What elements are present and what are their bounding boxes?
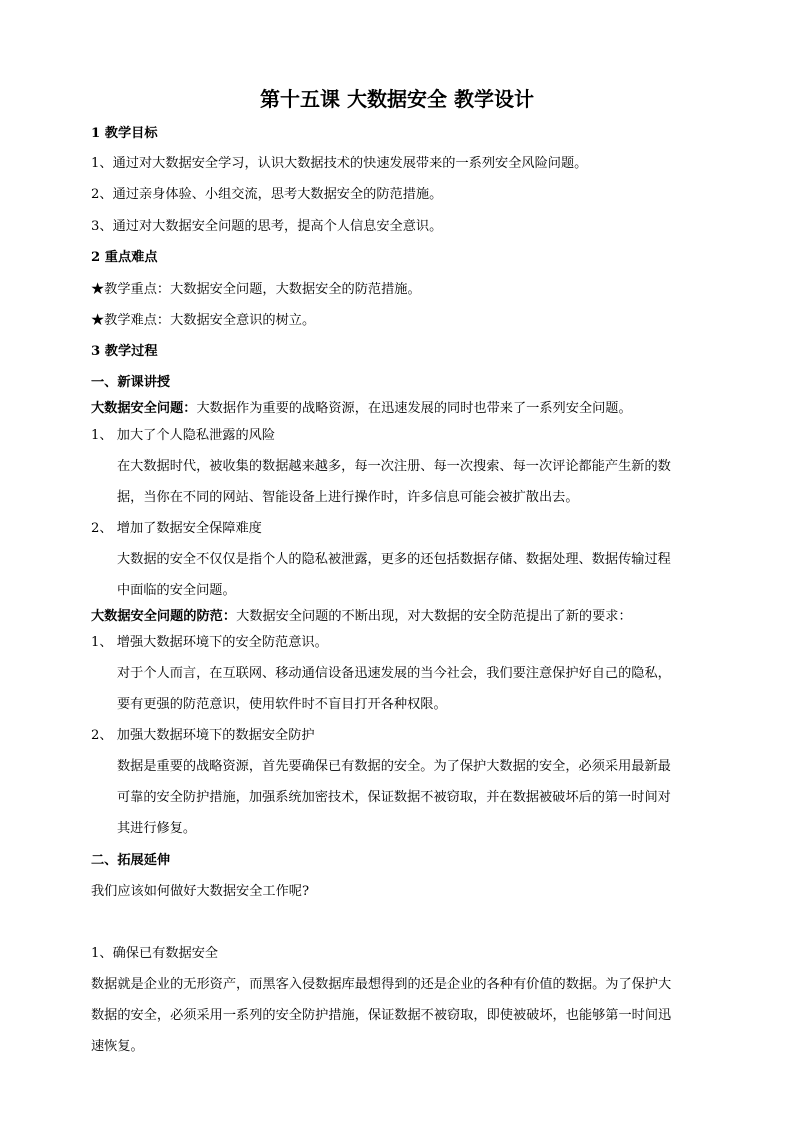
extension-item-1-line-2: 数据的安全，必须采用一系列的安全防护措施，保证数据不被窃取，即使被破坏，也能够第一时间迅 (91, 1008, 672, 1023)
security-defense-label: 大数据安全问题的防范： (91, 609, 237, 624)
risk-item-1-line-1: 在大数据时代，被收集的数据越来越多，每一次注册、每一次搜索、每一次评论都能产生新的数 (117, 459, 671, 474)
risk-item-2-line-2: 中面临的安全问题。 (117, 583, 236, 598)
security-defense-text: 大数据安全问题的不断出现，对大数据的安全防范提出了新的要求： (236, 609, 632, 624)
section-heading-key-points: 2 重点难点 (91, 250, 158, 265)
security-issues-label: 大数据安全问题： (91, 401, 197, 416)
defense-item-1-title: 1、 增强大数据环境下的安全防范意识。 (91, 635, 328, 650)
section-heading-process: 3 教学过程 (91, 344, 158, 359)
section-heading-objectives: 1 教学目标 (91, 126, 158, 141)
defense-item-1-line-2: 要有更强的防范意识，使用软件时不盲目打开各种权限。 (117, 697, 447, 712)
defense-item-2-title: 2、 加强大数据环境下的数据安全防护 (91, 728, 315, 743)
difficult-point-item: ★教学难点：大数据安全意识的树立。 (91, 313, 316, 328)
risk-item-1-title: 1、 加大了个人隐私泄露的风险 (91, 428, 276, 443)
defense-item-1-line-1: 对于个人而言，在互联网、移动通信设备迅速发展的当今社会，我们要注意保护好自己的隐私， (117, 666, 671, 681)
objective-item-3: 3、通过对大数据安全问题的思考，提高个人信息安全意识。 (91, 219, 443, 234)
objective-item-1: 1、通过对大数据安全学习，认识大数据技术的快速发展带来的一系列安全风险问题。 (91, 156, 588, 171)
subsection-heading-extension: 二、拓展延伸 (91, 853, 171, 868)
defense-item-2-line-1: 数据是重要的战略资源，首先要确保已有数据的安全。为了保护大数据的安全，必须采用最新最 (117, 759, 671, 774)
objective-item-2: 2、通过亲身体验、小组交流，思考大数据安全的防范措施。 (91, 187, 443, 202)
page-title: 第十五课 大数据安全 教学设计 (260, 87, 534, 111)
security-issues-text: 大数据作为重要的战略资源，在迅速发展的同时也带来了一系列安全问题。 (196, 401, 632, 416)
risk-item-2-line-1: 大数据的安全不仅仅是指个人的隐私被泄露，更多的还包括数据存储、数据处理、数据传输过程 (117, 552, 671, 567)
extension-item-1-line-1: 数据就是企业的无形资产，而黑客入侵数据库最想得到的还是企业的各种有价值的数据。为了保护大 (91, 977, 672, 992)
paragraph-security-defense (91, 608, 632, 626)
subsection-heading-new-lesson: 一、新课讲授 (91, 375, 171, 390)
extension-item-1-title: 1、确保已有数据安全 (91, 946, 219, 961)
key-point-item: ★教学重点：大数据安全问题，大数据安全的防范措施。 (91, 282, 421, 297)
extension-item-1-line-3: 速恢复。 (91, 1039, 144, 1054)
paragraph-security-issues (91, 400, 632, 418)
defense-item-2-line-3: 其进行修复。 (117, 821, 197, 836)
defense-item-2-line-2: 可靠的安全防护措施，加强系统加密技术，保证数据不被窃取，并在数据被破坏后的第一时间对 (117, 790, 671, 805)
extension-question: 我们应该如何做好大数据安全工作呢? (91, 884, 310, 899)
risk-item-1-line-2: 据，当你在不同的网站、智能设备上进行操作时，许多信息可能会被扩散出去。 (117, 490, 579, 505)
risk-item-2-title: 2、 增加了数据安全保障难度 (91, 521, 262, 536)
